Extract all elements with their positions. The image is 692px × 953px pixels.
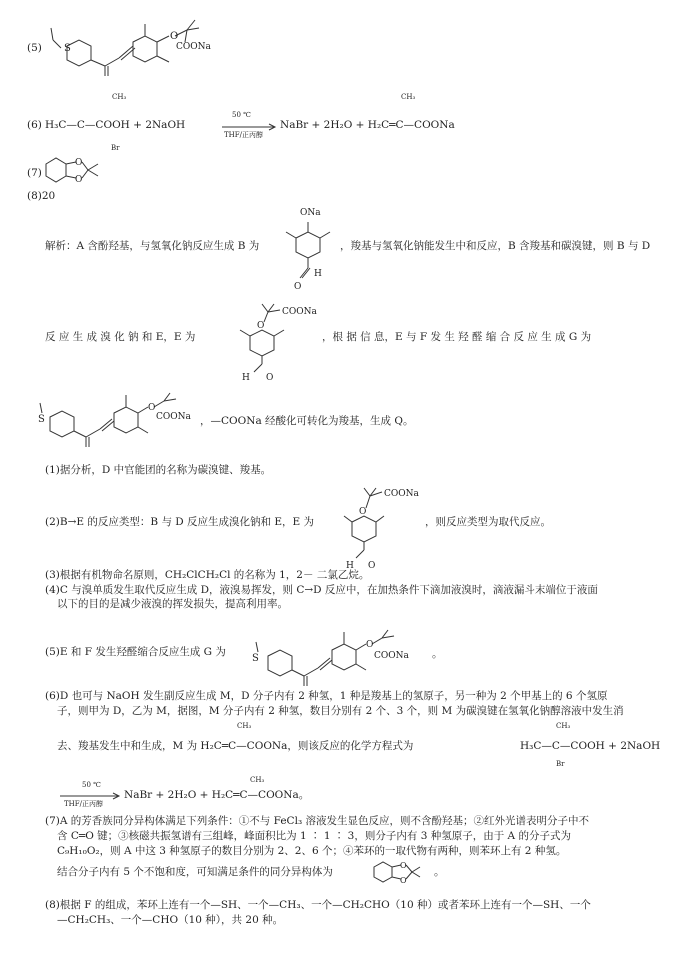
e2-ether-o-label: O — [359, 507, 367, 517]
b-aldehyde-o-label: O — [294, 282, 302, 292]
answer-5: (5)E 和 F 发生羟醛缩合反应生成 G 为 — [45, 646, 226, 658]
answer-6-line1: (6)D 也可与 NaOH 发生副反应生成 M，D 分子内有 2 种氢，1 种是羧基上的氢原子，另一种为 2 个甲基上的 6 个氢原 — [45, 690, 608, 702]
sulfur-label: S — [64, 43, 71, 54]
answer-6-line3: 去、羧基发生中和生成，M 为 H₂C═C—COONa，则该反应的化学方程式为 — [57, 740, 414, 752]
answer-4-line1: (4)C 与溴单质发生取代反应生成 D，液溴易挥发，则 C→D 反应中，在加热条件下滴加液溴时，滴液漏斗末端位于液面 — [45, 584, 598, 596]
e2-coona-label: COONa — [384, 489, 419, 499]
answer-6-equation-left: H₃C—C—COOH + 2NaOH — [520, 740, 661, 752]
structure-e-answer2 — [338, 478, 438, 570]
g-coona-label: COONa — [156, 412, 191, 422]
item8-answer: (8)20 — [27, 190, 56, 202]
answer-6-cond-bottom: THF/正丙醇 — [64, 800, 103, 808]
answer-6-line4: NaBr + 2H₂O + H₂C═C—COONa。 — [124, 789, 310, 801]
answer-8-line1: (8)根据 F 的组成，苯环上连有一个—SH、一个—CH₃、一个—CH₂CHO（10 种）或者苯环上连有一个—SH、一个 — [45, 899, 591, 911]
answer-6-eq-br: Br — [556, 760, 565, 768]
coona-label: COONa — [176, 42, 211, 52]
answer-3: (3)根据有机物命名原则，CH₂ClCH₂Cl 的名称为 1，2－ 二氯乙烷。 — [45, 569, 370, 581]
answer-5-end: 。 — [432, 648, 443, 660]
answer-7-line2: 含 C═O 键；③核磁共振氢谱有三组峰，峰面积比为 1 ∶ 1 ∶ 3，则分子内有 3 种氢原子，由于 A 的分子式为 — [57, 830, 571, 842]
structure-benzodioxole — [40, 152, 110, 190]
analysis-line2a: 反 应 生 成 溴 化 钠 和 E，E 为 — [45, 331, 196, 343]
dioxole-o1-label: O — [75, 158, 83, 168]
structure-b — [270, 200, 340, 295]
structure-benzodioxole-answer7 — [368, 858, 438, 890]
item6-condition-top: 50 ℃ — [232, 111, 251, 119]
answer-6-eq-ch3: CH₃ — [556, 722, 571, 730]
structure-g-answer5 — [248, 614, 438, 694]
answer-6-cond-top: 50 ℃ — [82, 781, 101, 789]
structure-g-top — [45, 2, 245, 77]
dioxole-o2-label: O — [75, 175, 83, 185]
answer-6-arrow — [60, 792, 122, 800]
reaction-arrow — [222, 123, 278, 131]
structure-g-analysis — [36, 375, 206, 450]
item6-label: (6) — [27, 119, 42, 131]
answer-7-end: 。 — [434, 866, 445, 878]
answer-8-line2: —CH₂CH₃、一个—CHO（10 种），共 20 种。 — [57, 914, 284, 926]
item7-label: (7) — [27, 167, 42, 179]
item6-ch3-top: CH₃ — [112, 93, 127, 101]
b-ona-label: ONa — [300, 208, 321, 218]
item5-label: (5) — [27, 42, 42, 54]
g5-s-label: S — [252, 653, 259, 664]
e-coona-label: COONa — [282, 307, 317, 317]
analysis-line2b: ，根 据 信 息，E 与 F 发 生 羟 醛 缩 合 反 应 生 成 G 为 — [322, 331, 592, 343]
e2-aldehyde-o-label: O — [368, 561, 376, 571]
answer-7-line1: (7)A 的芳香族同分异构体满足下列条件：①不与 FeCl₃ 溶液发生显色反应，则不含酚羟基；②红外光谱表明分子中不 — [45, 815, 589, 827]
g-ether-o-label: O — [148, 403, 156, 413]
g5-coona-label: COONa — [374, 651, 409, 661]
analysis-line1a: 解析：A 含酚羟基，与氢氧化钠反应生成 B 为 — [45, 240, 260, 252]
answer-6-line2: 子，则甲为 D，乙为 M，据图，M 分子内有 2 种氢，数目分别有 2 个、3 个，则 M 为碳溴键在氢氧化钠醇溶液中发生消 — [57, 705, 624, 717]
answer-7-line4: 结合分子内有 5 个不饱和度，可知满足条件的同分异构体为 — [57, 866, 333, 878]
e-aldehyde-h-label: H — [242, 373, 250, 383]
answer-2a: (2)B→E 的反应类型：B 与 D 反应生成溴化钠和 E，E 为 — [45, 516, 315, 528]
e-aldehyde-o-label: O — [266, 373, 274, 383]
answer-4-line2: 以下的目的是减少液溴的挥发损失，提高利用率。 — [57, 598, 288, 610]
e-ether-o-label: O — [257, 321, 265, 331]
analysis-line1b: ，羧基与氢氧化钠能发生中和反应，B 含羧基和碳溴键，则 B 与 D — [340, 240, 651, 252]
a7-o2-label: O — [400, 876, 407, 885]
g5-ether-o-label: O — [366, 640, 374, 650]
g-s-label: S — [38, 414, 45, 425]
analysis-line3: ，—COONa 经酸化可转化为羧基，生成 Q。 — [200, 415, 414, 427]
item6-reactant: H₃C—C—COOH + 2NaOH — [45, 119, 186, 131]
item6-products: NaBr + 2H₂O + H₂C═C—COONa — [280, 119, 455, 131]
b-aldehyde-h-label: H — [314, 269, 322, 279]
e2-aldehyde-h-label: H — [346, 561, 354, 571]
item6-br: Br — [111, 144, 120, 152]
answer-7-line3: C₉H₁₀O₂，则 A 中这 3 种氢原子的数目分别为 2、2、6 个；④苯环的一取代物有两种，则苯环上有 2 种氢。 — [57, 845, 567, 857]
answer-2b: ，则反应类型为取代反应。 — [425, 516, 551, 528]
item6-condition-bottom: THF/正丙醇 — [224, 131, 263, 139]
ether-oxygen-label: O — [170, 31, 179, 42]
answer-6-m-ch3: CH₃ — [237, 722, 252, 730]
answer-1: (1)据分析，D 中官能团的名称为碳溴键、羧基。 — [45, 464, 272, 476]
answer-6-product-ch3: CH₃ — [250, 776, 265, 784]
a7-o1-label: O — [400, 861, 407, 870]
item6-product-ch3: CH₃ — [401, 93, 416, 101]
